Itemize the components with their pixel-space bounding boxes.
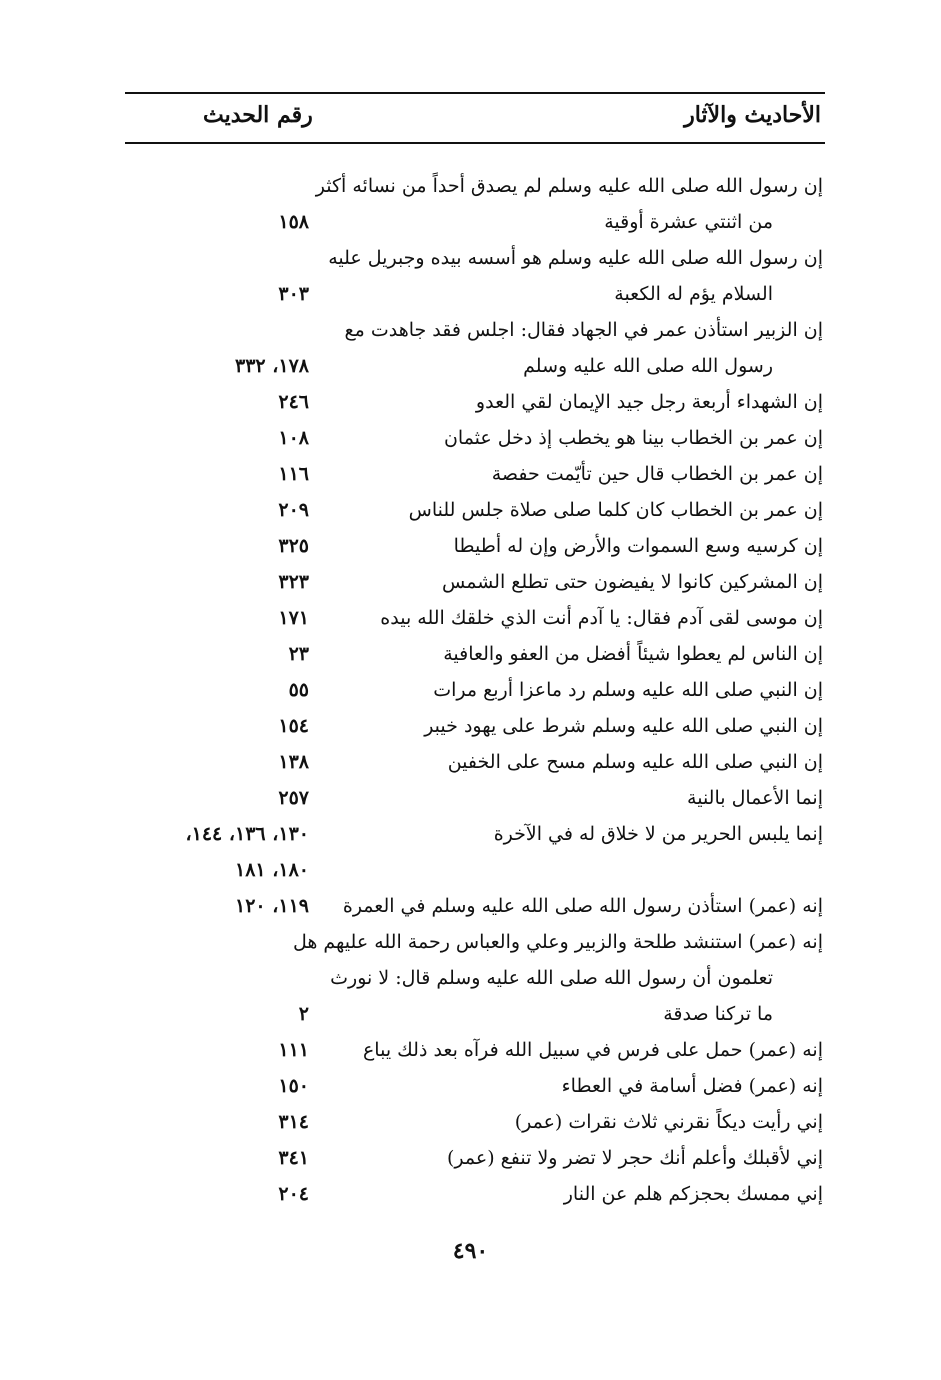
- entry-text-line: ما تركنا صدقة: [663, 1003, 773, 1025]
- hadith-number: ١٨٠، ١٨١: [235, 859, 309, 881]
- entry-text-line: إن المشركين كانوا لا يفيضون حتى تطلع الشمس: [442, 571, 823, 593]
- hadith-number: ٢: [298, 1003, 309, 1025]
- hadith-number: ١٧٨، ٣٣٢: [235, 355, 309, 377]
- page-number: ٤٩٠: [452, 1238, 489, 1264]
- hadith-number: ١٣٠، ١٣٦، ١٤٤،: [185, 823, 309, 845]
- hadith-number: ١٣٨: [278, 751, 309, 773]
- entry-text-line: إن النبي صلى الله عليه وسلم رد ماعزا أربع مرات: [433, 679, 823, 701]
- entry-text-line: إن رسول الله صلى الله عليه وسلم هو أسسه بيده وجبريل عليه: [328, 247, 823, 269]
- entry-text-line: إن عمر بن الخطاب قال حين تأيّمت حفصة: [491, 463, 823, 485]
- entry-text-line: من اثنتي عشرة أوقية: [604, 211, 773, 233]
- hadith-number: ١٥٤: [278, 715, 309, 737]
- hadith-number: ٣٤١: [278, 1147, 309, 1169]
- entry-text-line: تعلمون أن رسول الله صلى الله عليه وسلم قال: لا نورث: [330, 967, 773, 989]
- running-header: [125, 92, 825, 144]
- entry-text-line: إن عمر بن الخطاب بينا هو يخطب إذ دخل عثمان: [443, 427, 823, 449]
- entry-text-line: إن النبي صلى الله عليه وسلم شرط على يهود خيبر: [424, 715, 823, 737]
- entry-text-line: إن كرسيه وسع السموات والأرض وإن له أطيطا: [453, 535, 823, 557]
- entry-text-line: إن موسى لقى آدم فقال: يا آدم أنت الذي خلقك الله بيده: [380, 607, 823, 629]
- hadith-number: ٣٢٣: [278, 571, 309, 593]
- hadith-number: ١٧١: [278, 607, 309, 629]
- entry-text-line: إن الشهداء أربعة رجل جيد الإيمان لقي العدو: [475, 391, 823, 413]
- hadith-number: ٢٠٤: [278, 1183, 309, 1205]
- hadith-number: ٣٠٣: [278, 283, 309, 305]
- hadith-number: ١٥٨: [278, 211, 309, 233]
- hadith-number: ٣١٤: [278, 1111, 309, 1133]
- hadith-number: ١٠٨: [278, 427, 309, 449]
- entry-text-line: إن الناس لم يعطوا شيئاً أفضل من العفو والعافية: [443, 643, 823, 665]
- entry-text-line: إن الزبير استأذن عمر في الجهاد فقال: اجلس فقد جاهدت مع: [344, 319, 823, 341]
- hadith-number: ٢٥٧: [278, 787, 309, 809]
- hadith-number: ٢٤٦: [278, 391, 309, 413]
- hadith-number: ١٥٠: [278, 1075, 309, 1097]
- hadith-number: ١١١: [278, 1039, 309, 1061]
- hadith-number: ٢٣: [288, 643, 309, 665]
- entry-text-line: إنه (عمر) استأذن رسول الله صلى الله عليه وسلم في العمرة: [342, 895, 823, 917]
- hadith-number: ٣٢٥: [278, 535, 309, 557]
- entry-text-line: إني لأقبلك وأعلم أنك حجر لا تضر ولا تنفع (عمر): [447, 1147, 823, 1169]
- entry-text-line: إن رسول الله صلى الله عليه وسلم لم يصدق أحداً من نسائه أكثر: [315, 175, 823, 197]
- entry-text-line: رسول الله صلى الله عليه وسلم: [523, 355, 773, 377]
- header-column-label: رقم الحديث: [203, 102, 313, 128]
- hadith-number: ٥٥: [288, 679, 309, 701]
- entry-text-line: إنما يلبس الحرير من لا خلاق له في الآخرة: [493, 823, 823, 845]
- hadith-number: ١١٦: [278, 463, 309, 485]
- entry-text-line: إن عمر بن الخطاب كان كلما صلى صلاة جلس للناس: [408, 499, 823, 521]
- entry-text-line: إنه (عمر) حمل على فرس في سبيل الله فرآه بعد ذلك يباع: [362, 1039, 823, 1061]
- hadith-number: ١١٩، ١٢٠: [235, 895, 309, 917]
- header-title: الأحاديث والآثار: [684, 102, 821, 128]
- entry-text-line: إنما الأعمال بالنية: [687, 787, 823, 809]
- hadith-number: ٢٠٩: [278, 499, 309, 521]
- entry-text-line: إن النبي صلى الله عليه وسلم مسح على الخفين: [447, 751, 823, 773]
- entry-text-line: إني ممسك بحجزكم هلم عن النار: [563, 1183, 823, 1205]
- entry-text-line: إني رأيت ديكاً نقرني ثلاث نقرات (عمر): [514, 1111, 823, 1133]
- entry-text-line: السلام يؤم له الكعبة: [614, 283, 773, 305]
- entry-text-line: إنه (عمر) استنشد طلحة والزبير وعلي والعباس رحمة الله عليهم هل: [292, 931, 823, 953]
- entry-text-line: إنه (عمر) فضل أسامة في العطاء: [561, 1075, 823, 1097]
